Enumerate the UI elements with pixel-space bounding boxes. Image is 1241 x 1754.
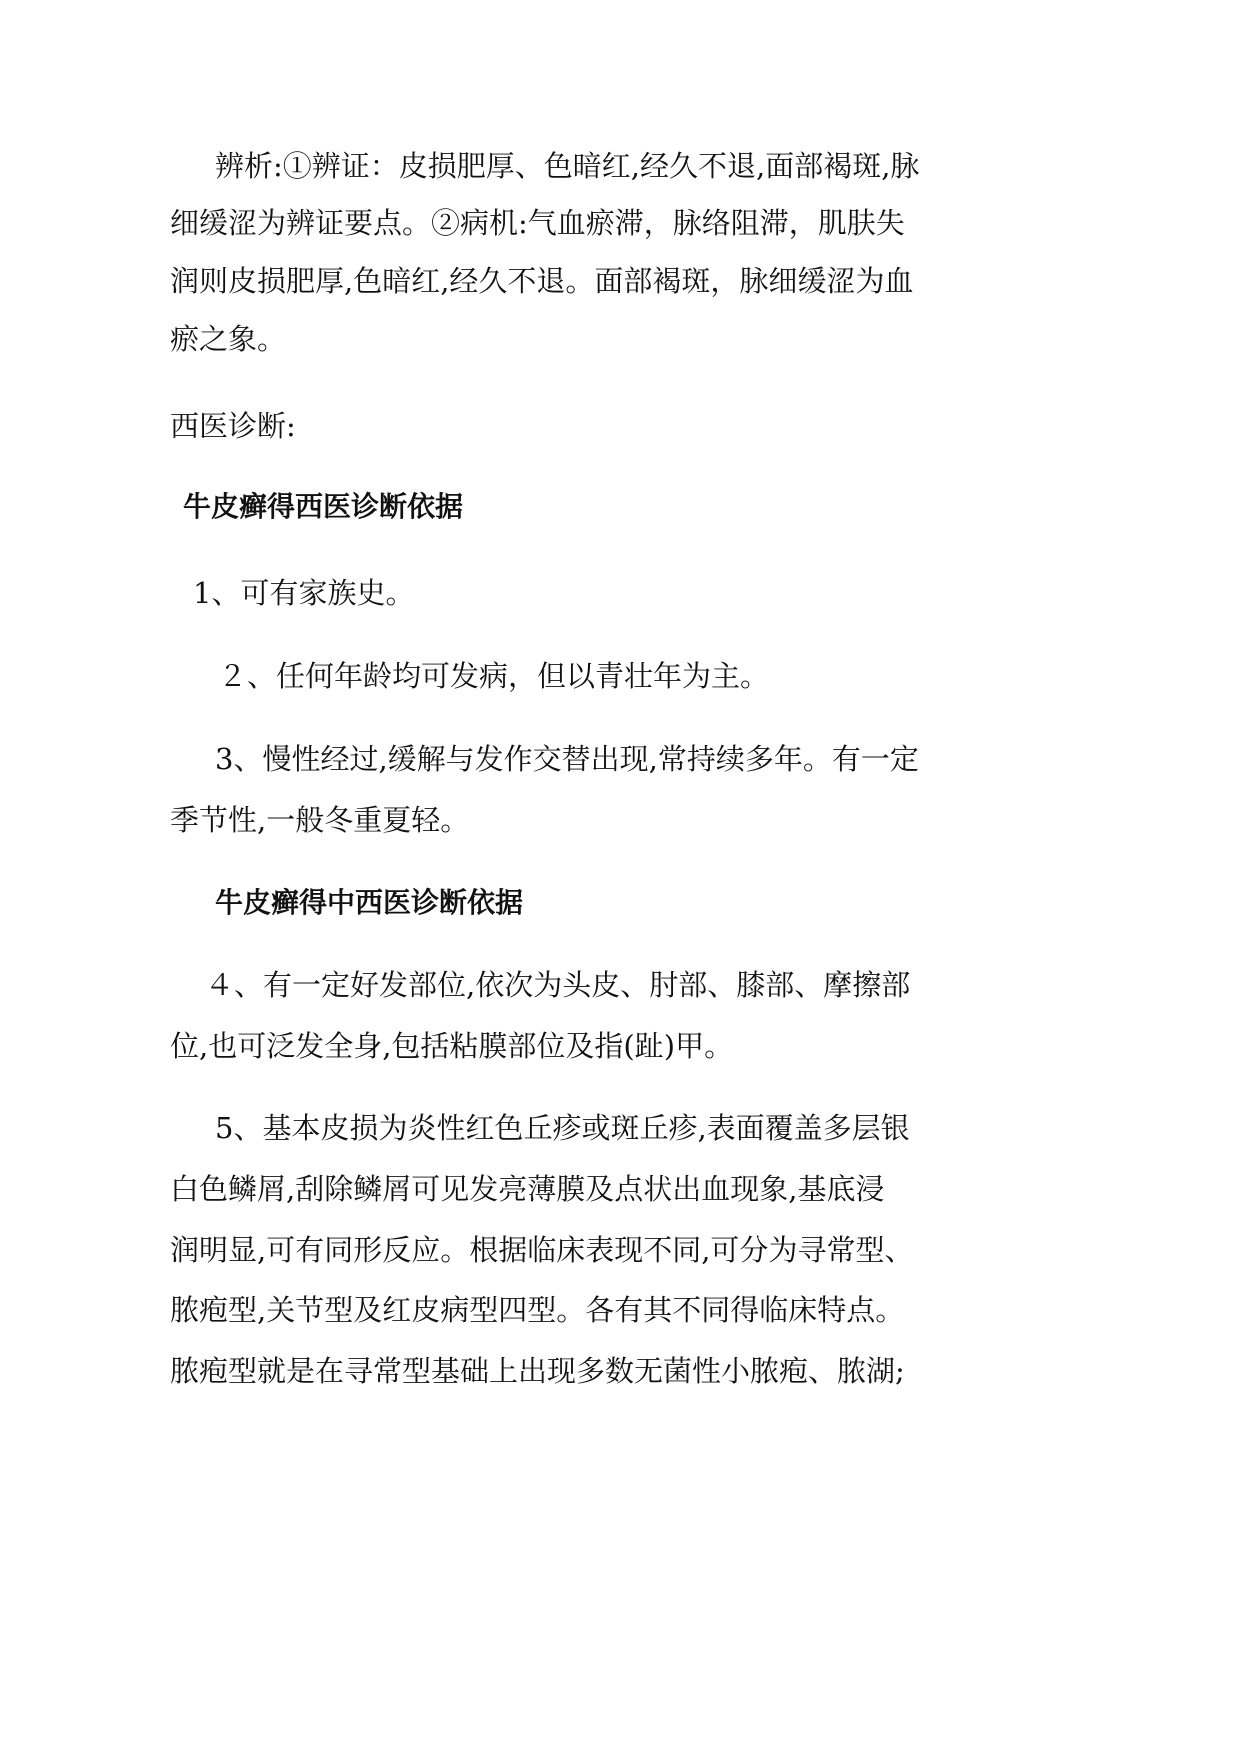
list-item-line: 白色鳞屑,刮除鳞屑可见发亮薄膜及点状出血现象,基底浸 — [170, 1172, 885, 1206]
analysis-line: 细缓涩为辨证要点。②病机:气血瘀滞，脉络阻滞，肌肤失 — [170, 206, 905, 240]
section-heading: 牛皮癣得中西医诊断依据 — [215, 886, 524, 919]
western-diagnosis-label: 西医诊断: — [170, 409, 296, 443]
list-item-line: 润明显,可有同形反应。根据临床表现不同,可分为寻常型、 — [170, 1233, 914, 1267]
list-item-line: 脓疱型就是在寻常型基础上出现多数无菌性小脓疱、脓湖; — [170, 1354, 905, 1388]
analysis-line: 辨析:①辨证：皮损肥厚、色暗红,经久不退,面部褐斑,脉 — [215, 149, 920, 183]
list-item: ２、任何年龄均可发病，但以青壮年为主。 — [218, 659, 770, 693]
list-item-line: 季节性,一般冬重夏轻。 — [170, 803, 470, 837]
analysis-line: 润则皮损肥厚,色暗红,经久不退。面部褐斑，脉细缓涩为血 — [170, 264, 914, 298]
list-item-line: 位,也可泛发全身,包括粘膜部位及指(趾)甲。 — [170, 1029, 734, 1063]
analysis-line: 瘀之象。 — [170, 322, 287, 356]
list-item-line: 3、慢性经过,缓解与发作交替出现,常持续多年。有一定 — [215, 742, 919, 776]
list-item-line: 5、基本皮损为炎性红色丘疹或斑丘疹,表面覆盖多层银 — [215, 1111, 910, 1145]
section-heading: 牛皮癣得西医诊断依据 — [183, 490, 464, 523]
list-item: 1、可有家族史。 — [193, 576, 415, 610]
list-item-line: 脓疱型,关节型及红皮病型四型。各有其不同得临床特点。 — [170, 1293, 905, 1327]
list-item-line: ４、有一定好发部位,依次为头皮、肘部、膝部、摩擦部 — [205, 968, 911, 1002]
